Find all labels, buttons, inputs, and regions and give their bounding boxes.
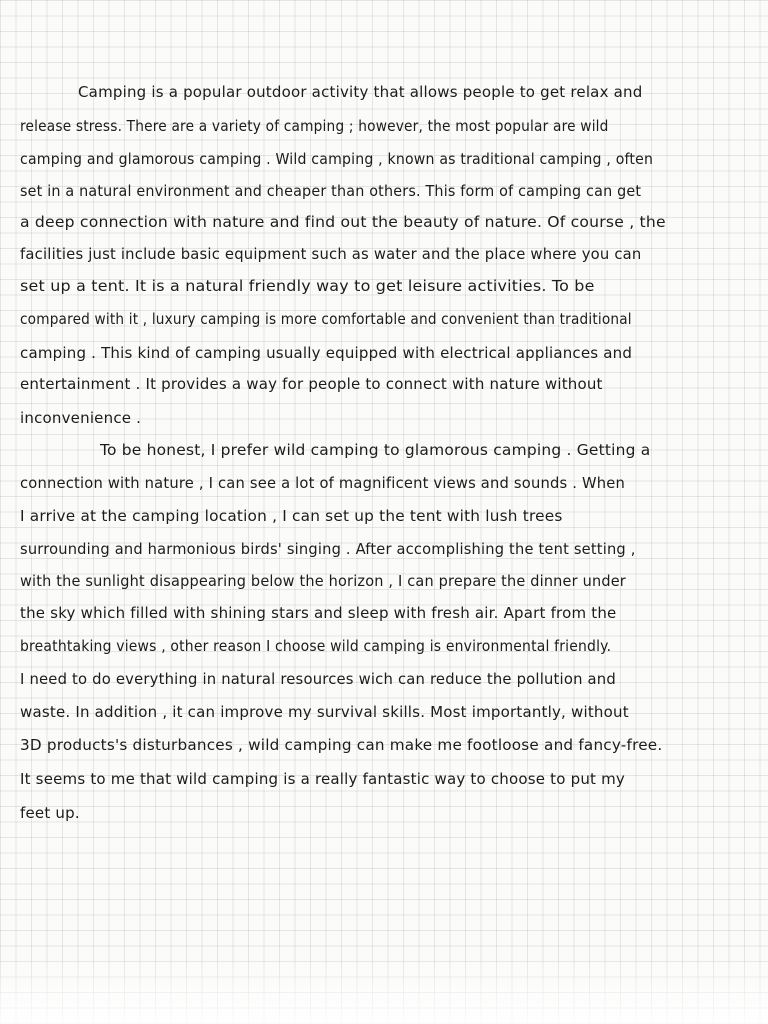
paragraph-1-line-6: facilities just include basic equipment such as water and the place where you can [20,245,642,263]
paragraph-2-line-3: I arrive at the camping location , I can set up the tent with lush trees [20,507,563,525]
paragraph-2-line-1: To be honest, I prefer wild camping to glamorous camping . Getting a [100,441,651,459]
paragraph-1-line-11: inconvenience . [20,409,142,427]
paragraph-2-line-4: surrounding and harmonious birds' singing . After accomplishing the tent setting , [20,540,636,558]
paragraph-2-line-11: It seems to me that wild camping is a really fantastic way to choose to put my [20,770,625,788]
paragraph-2-line-9: waste. In addition , it can improve my survival skills. Most importantly, without [20,703,629,721]
paragraph-1-line-9: camping . This kind of camping usually equipped with electrical appliances and [20,344,633,362]
paragraph-2-line-12: feet up. [20,804,80,822]
paragraph-2-line-8: I need to do everything in natural resources wich can reduce the pollution and [20,670,616,688]
paragraph-2-line-10: 3D products's disturbances , wild camping can make me footloose and fancy-free. [20,736,663,754]
paragraph-1-line-1: Camping is a popular outdoor activity that allows people to get relax and [78,83,643,101]
paragraph-1-line-2: release stress. There are a variety of camping ; however, the most popular are wild [20,117,609,135]
paragraph-2-line-5: with the sunlight disappearing below the horizon , I can prepare the dinner under [20,572,626,590]
paragraph-1-line-4: set in a natural environment and cheaper than others. This form of camping can get [20,182,642,200]
paragraph-2-line-2: connection with nature , I can see a lot of magnificent views and sounds . When [20,474,625,492]
paragraph-1-line-8: compared with it , luxury camping is more comfortable and convenient than traditional [20,310,632,328]
paragraph-2-line-6: the sky which filled with shining stars and sleep with fresh air. Apart from the [20,604,617,622]
paragraph-1-line-7: set up a tent. It is a natural friendly way to get leisure activities. To be [20,277,595,295]
paragraph-1-line-10: entertainment . It provides a way for people to connect with nature without [20,375,603,393]
paragraph-2-line-7: breathtaking views , other reason I choose wild camping is environmental friendly. [20,637,612,655]
paragraph-1-line-3: camping and glamorous camping . Wild camping , known as traditional camping , often [20,150,654,168]
paragraph-1-line-5: a deep connection with nature and find out the beauty of nature. Of course , the [20,213,666,231]
